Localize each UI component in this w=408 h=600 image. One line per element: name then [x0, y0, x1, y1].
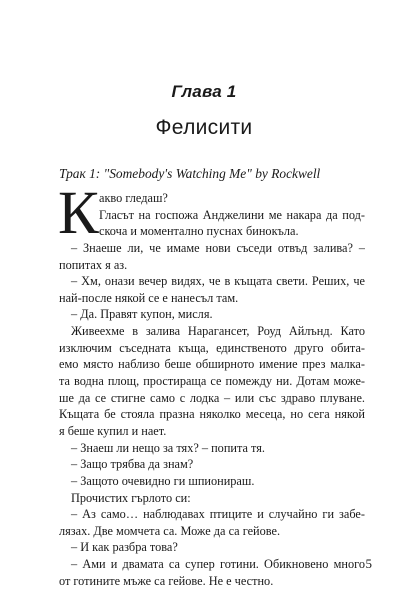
text-line: – И как разбра това?: [71, 540, 178, 555]
text-line: най-после някой се е нанесъл там.: [59, 290, 239, 305]
text-line: – Защо трябва да знам?: [71, 457, 194, 472]
drop-cap: К: [58, 180, 99, 247]
text-line: – Знаеш ли нещо за тях? – попита тя.: [71, 440, 265, 455]
text-line: – Аз само… наблюдавах птиците и случайно ги забе-: [71, 507, 365, 522]
text-line-content: акво гледаш?: [99, 191, 168, 205]
text-line: Прочистих гърлото си:: [71, 490, 191, 505]
text-line: от готините мъже са гейове. Не е честно.: [59, 573, 274, 588]
chapter-title: Фелисити: [155, 116, 253, 139]
text-line: Гласът на госпожа Анджелини ме накара да под-: [99, 207, 365, 222]
text-line: Къщата бе стояла празна няколко месеца, но сега някой: [59, 407, 365, 422]
text-line: попитах я аз.: [59, 257, 128, 272]
text-line: Живеехме в залива Нарагансет, Роуд Айлънд. Като: [71, 324, 365, 339]
text-line: – Хм, онази вечер видях, че в къщата свети. Реших, че: [71, 274, 365, 289]
text-line: ше да се стигне само с лодка – или със здраво плуване.: [59, 390, 365, 405]
chapter-label: Глава 1: [171, 82, 237, 101]
text-line: – Защото очевидно ги шпионираш.: [71, 473, 255, 488]
text-line: – Да. Правят купон, мисля.: [71, 307, 213, 322]
text-line: та водна площ, простираща се помежду ни. Дотам може-: [59, 374, 365, 389]
text-line: изключим съседната къща, единственото друго обита-: [59, 340, 365, 355]
track-heading: Трак 1: "Somebody's Watching Me" by Rockwell: [59, 166, 321, 181]
text-line: скоча и моментално пуснах бинокъла.: [99, 224, 299, 239]
text-line: емо място наблизо беше обширното имение през малка-: [59, 357, 365, 372]
text-line: я беше купил и нает.: [59, 423, 167, 438]
page-number: 5: [365, 556, 372, 571]
chapter-body-text: [58, 180, 365, 589]
text-line: лязах. Две момчета са. Може да са гейове.: [59, 523, 281, 538]
text-line: – Ами и двамата са супер готини. Обикновено много: [71, 557, 365, 572]
text-line: – Знаеше ли, че имаме нови съседи отвъд залива? –: [71, 240, 365, 255]
